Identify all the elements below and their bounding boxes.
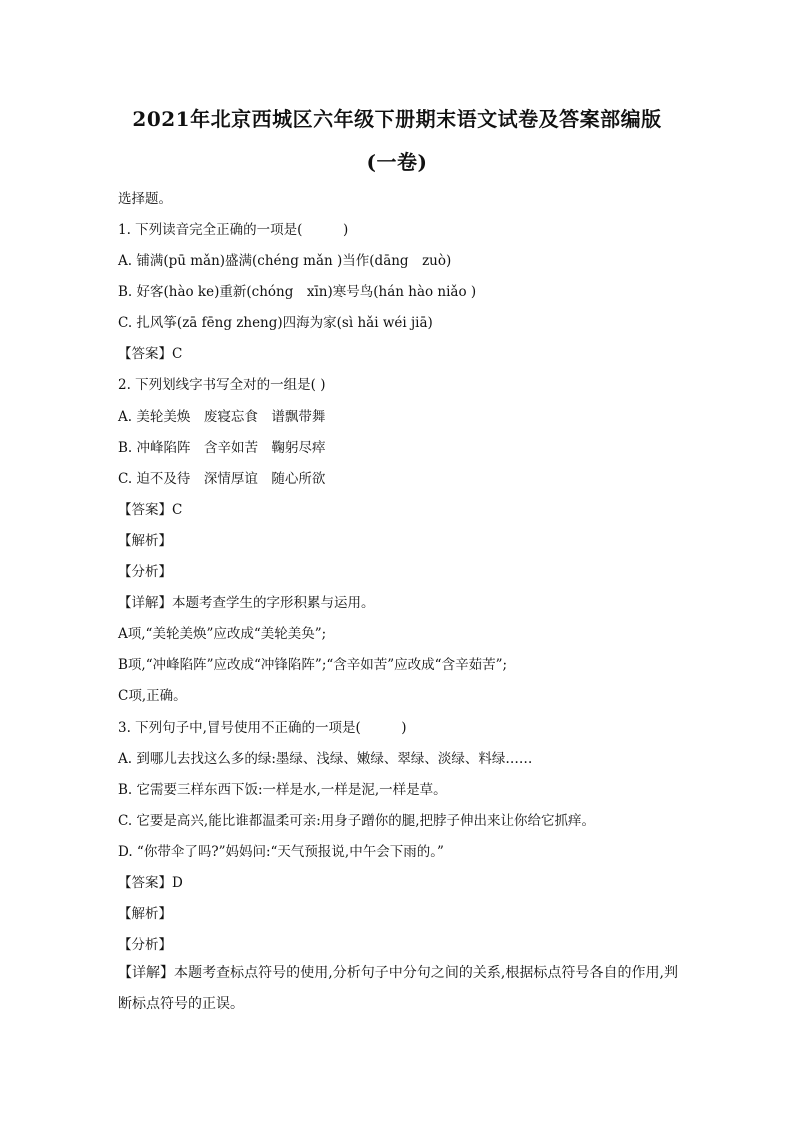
q2-breakdown-label: 【分析】: [118, 564, 172, 580]
q2-option-a: A. 美轮美焕 废寝忘食 谱飘带舞: [118, 409, 326, 425]
q3-option-a: A. 到哪儿去找这么多的绿:墨绿、浅绿、嫩绿、翠绿、淡绿、料绿……: [118, 751, 533, 767]
q3-breakdown-label: 【分析】: [118, 937, 172, 953]
question-1: 1. 下列读音完全正确的一项是( ): [118, 222, 349, 238]
q2-detail-a: A项,“美轮美焕”应改成“美轮美奂”;: [118, 626, 327, 642]
q1-option-a: A. 铺满(pū mǎn)盛满(chéng mǎn )当作(dāng zuò): [118, 253, 452, 269]
q3-answer: 【答案】D: [118, 875, 183, 891]
q2-detail-b: B项,“冲峰陷阵”应改成“冲锋陷阵”;“含辛如苦”应改成“含辛茹苦”;: [118, 657, 508, 673]
q3-option-c: C. 它要是高兴,能比谁都温柔可亲:用身子蹭你的腿,把脖子伸出来让你给它抓痒。: [118, 813, 596, 829]
document-title: 2021年北京西城区六年级下册期末语文试卷及答案部编版: [132, 107, 662, 131]
question-3: 3. 下列句子中,冒号使用不正确的一项是( ): [118, 720, 407, 736]
q2-detail: 【详解】本题考查学生的字形积累与运用。: [118, 595, 375, 611]
q3-option-b: B. 它需要三样东西下饭:一样是水,一样是泥,一样是草。: [118, 782, 447, 798]
q2-detail-c: C项,正确。: [118, 688, 187, 704]
section-heading: 选择题。: [118, 191, 172, 207]
q2-option-b: B. 冲峰陷阵 含辛如苦 鞠躬尽瘁: [118, 440, 326, 456]
question-2: 2. 下列划线字书写全对的一组是( ): [118, 377, 326, 393]
q1-option-c: C. 扎风筝(zā fēng zheng)四海为家(sì hǎi wéi jiā): [118, 315, 433, 331]
q1-option-b: B. 好客(hào ke)重新(chóng xīn)寒号鸟(hán hào niǎo ): [118, 284, 477, 300]
document-subtitle: (一卷): [366, 150, 428, 174]
q1-answer: 【答案】C: [118, 346, 183, 362]
q3-option-d: D. “你带伞了吗?”妈妈问:“天气预报说,中午会下雨的。”: [118, 844, 444, 860]
q2-answer: 【答案】C: [118, 502, 183, 518]
q2-option-c: C. 迫不及待 深情厚谊 随心所欲: [118, 471, 326, 487]
q3-detail-paragraph: 【详解】本题考查标点符号的使用,分析句子中分句之间的关系,根据标点符号各自的作用,判断标点符号的正误。: [118, 965, 678, 1012]
q3-analysis-label: 【解析】: [118, 906, 172, 922]
q2-analysis-label: 【解析】: [118, 533, 172, 549]
